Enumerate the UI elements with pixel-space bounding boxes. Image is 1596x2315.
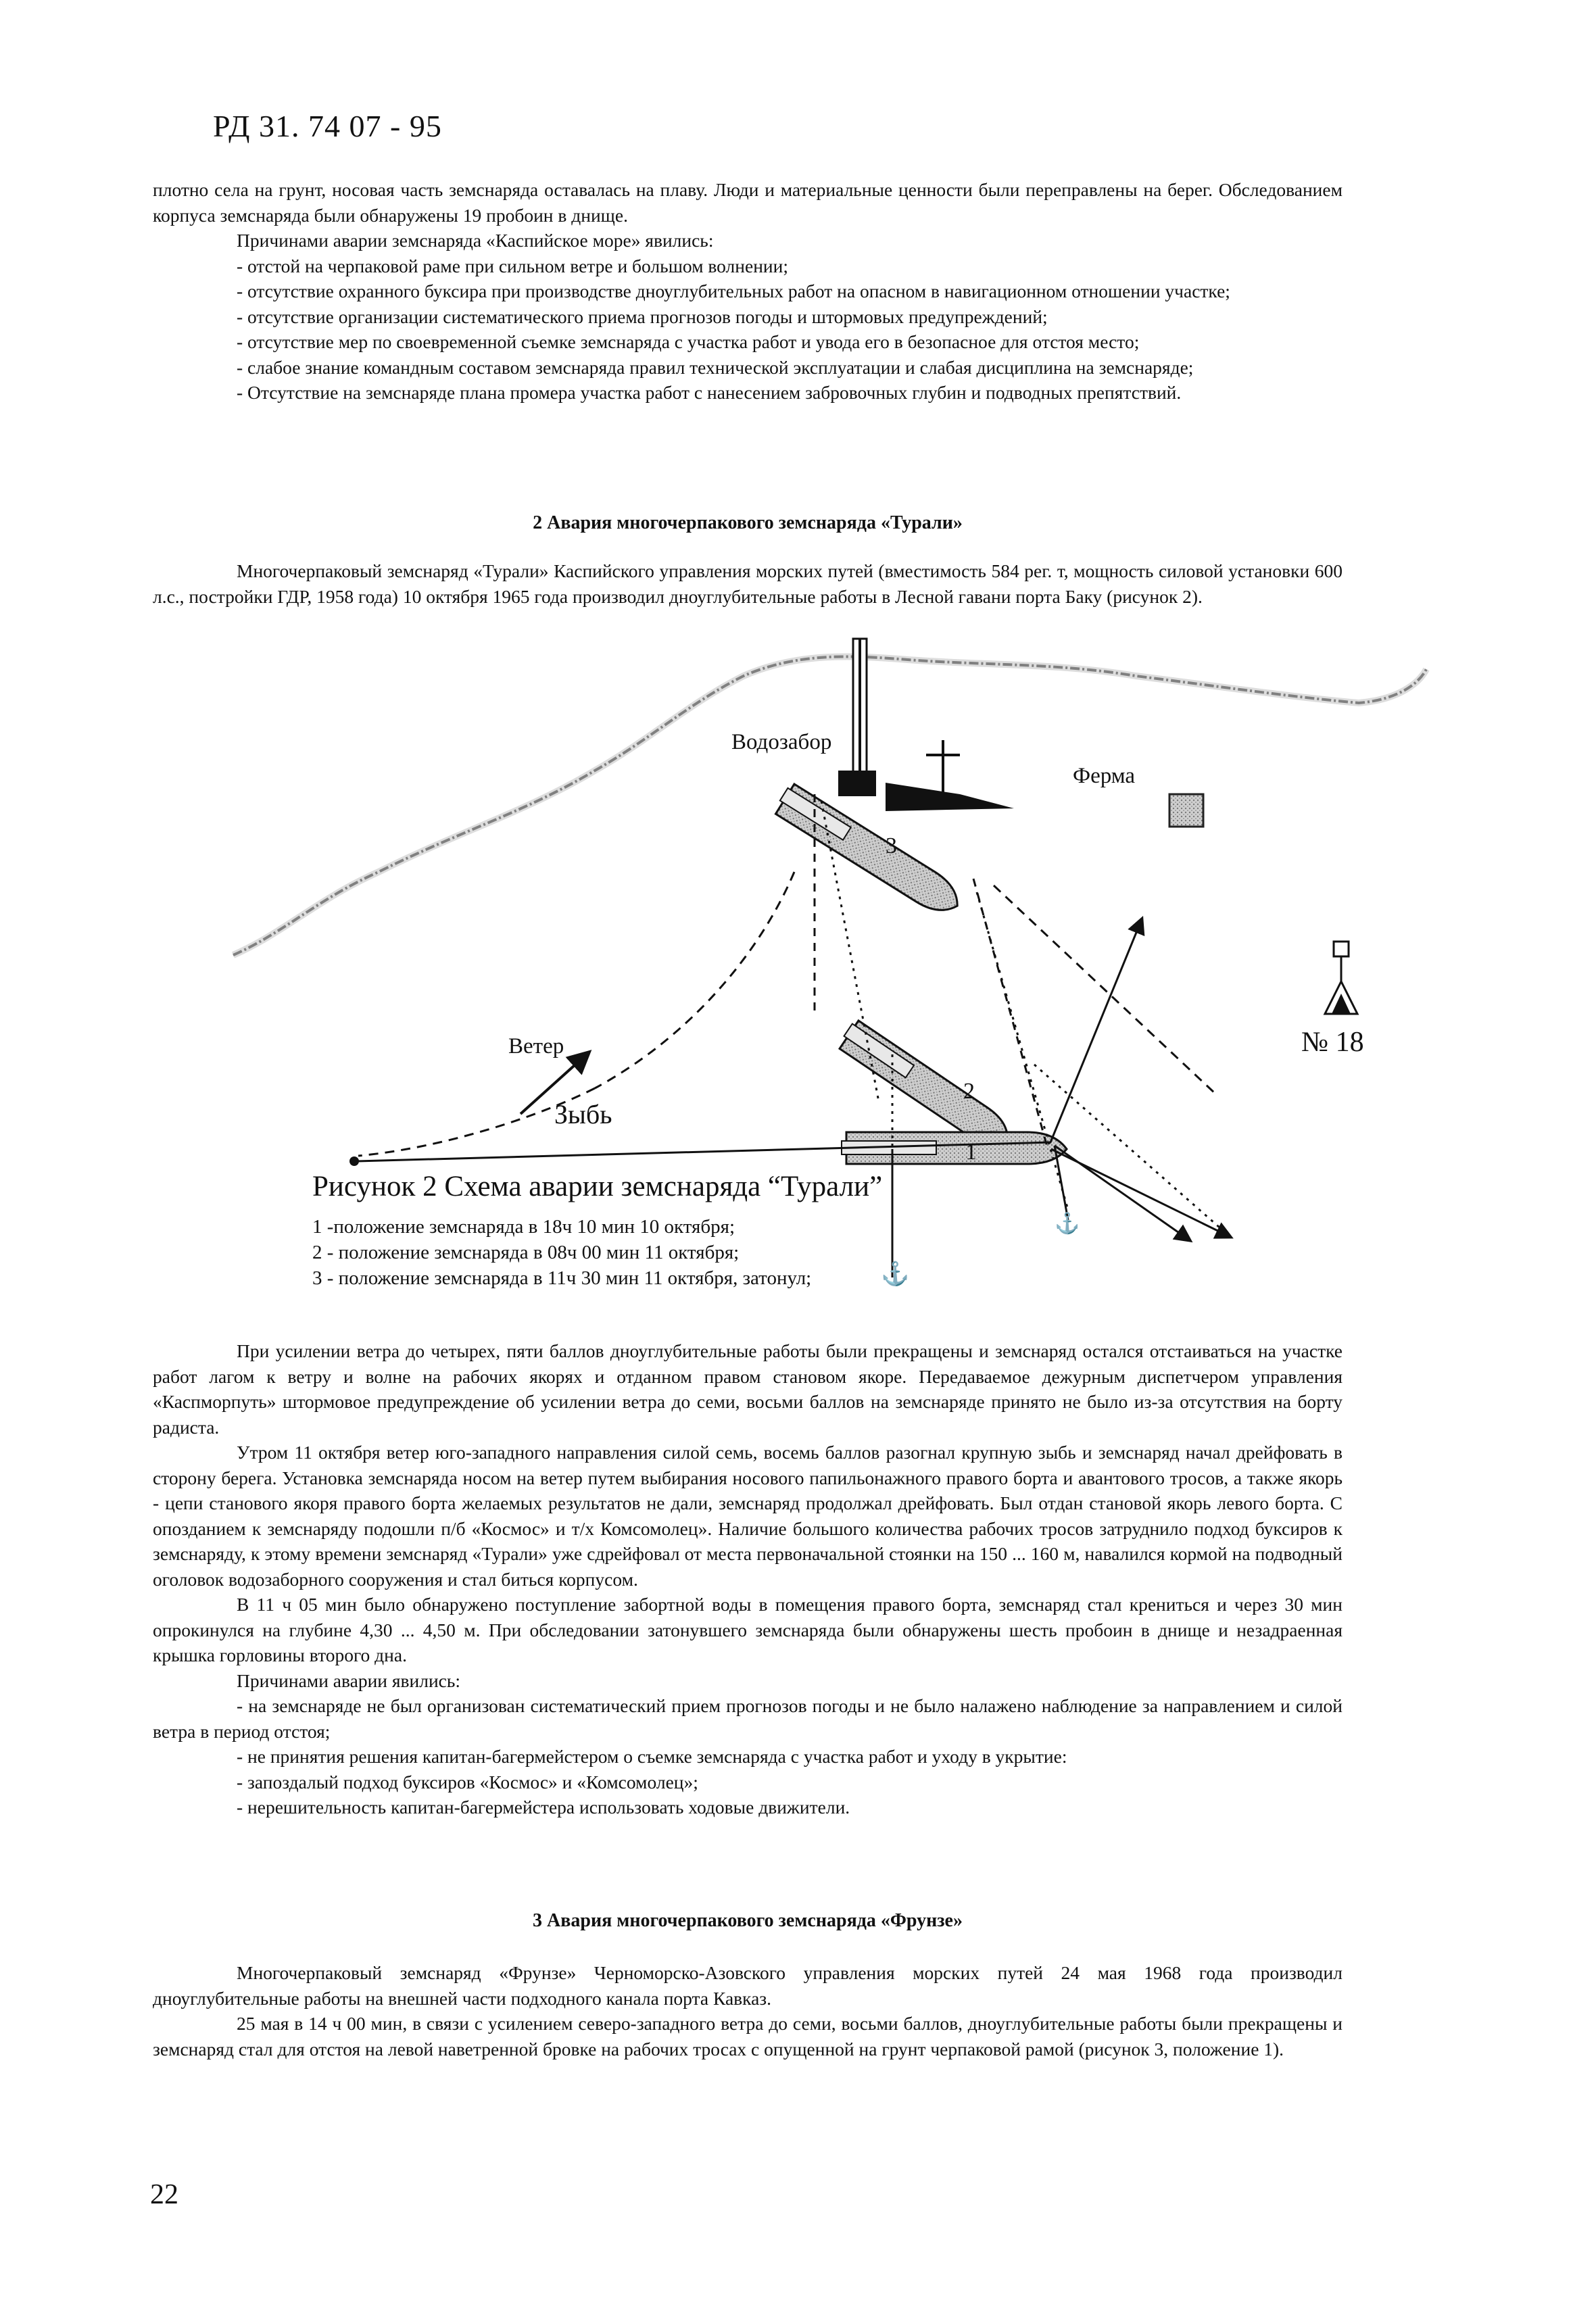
cause-item: - нерешительность капитан-багермейстера использовать ходовые движители. <box>237 1797 850 1818</box>
label-position-3: 3 <box>886 833 897 858</box>
label-position-2: 2 <box>963 1079 975 1104</box>
cause-item: - на земснаряде не был организован систематический прием прогнозов погоды и не было налажено наблюдение за направлением и силой ветра в период отстоя; <box>153 1695 1343 1742</box>
cause-item: - Отсутствие на земснаряде плана промера участка работ с нанесением забровочных глубин и подводных препятствий. <box>237 382 1182 403</box>
label-farm: Ферма <box>1073 764 1136 788</box>
figure-caption-line: 2 - положение земснаряда в 08ч 00 мин 11 октября; <box>312 1242 740 1263</box>
intro-paragraph: плотно села на грунт, носовая часть земснаряда оставалась на плаву. Люди и материальные ценности были переправлены на берег. Обследованием корпуса земснаряда были обнаружены 19 пробоин в днище. <box>153 179 1343 226</box>
label-wind: Ветер <box>508 1034 564 1058</box>
section-3-heading: 3 Авария многочерпакового земснаряда «Фрунзе» <box>533 1910 963 1931</box>
label-swell: Зыбь <box>554 1099 612 1129</box>
label-buoy-number: № 18 <box>1301 1027 1364 1058</box>
body-paragraph: В 11 ч 05 мин было обнаружено поступление забортной воды в помещения правого борта, земснаряд стал крениться и через 30 мин опрокинулся на глубине 4,30 ... 4,50 м. При обследовании затонувшего земснаряда были обнаружены шесть пробоин в днище и незадраенная крышка горловины второго дна. <box>153 1594 1343 1665</box>
figure-caption-title: Рисунок 2 Схема аварии земснаряда “Турали” <box>312 1171 883 1202</box>
flag-marker <box>886 740 1014 811</box>
body-paragraph: 25 мая в 14 ч 00 мин, в связи с усилением северо-западного ветра до семи, восьми баллов, дноуглубительные работы были прекращены и земснаряд стал для отстоя на левой наветренной бровке на рабочих тросах с опущенной на грунт черпаковой рамой (рисунок 3, положение 1). <box>153 2013 1343 2060</box>
body-paragraph: При усилении ветра до четырех, пяти баллов дноуглубительные работы были прекращены и земснаряд остался отстаиваться на участке работ лагом к ветру и волне на рабочих якорях и отданном правом становом якоре. Передаваемое дежурным диспетчером управления «Каспморпуть» штормовое предупреждение об усилении ветра до семи, восьми баллов на земснаряде принято не было из-за отсутствия на борту радиста. <box>153 1340 1343 1438</box>
page-number: 22 <box>150 2179 178 2210</box>
figure-caption-line: 1 -положение земснаряда в 18ч 10 мин 10 октября; <box>312 1216 735 1238</box>
buoy-icon <box>1325 942 1357 1014</box>
farm-icon <box>1169 794 1203 827</box>
causes-intro: Причинами аварии явились: <box>237 1670 461 1691</box>
label-position-1: 1 <box>965 1140 977 1165</box>
document-code: РД 31. 74 07 - 95 <box>213 109 442 143</box>
water-intake-structure <box>838 639 876 796</box>
cause-item: - отсутствие охранного буксира при производстве дноуглубительных работ на опасном в навигационном отношении участке; <box>237 281 1230 301</box>
cause-item: - отстой на черпаковой раме при сильном ветре и большом волнении; <box>237 255 788 276</box>
svg-text:⚓: ⚓ <box>1055 1213 1080 1235</box>
cause-item: - не принятия решения капитан-багермейстером о съемке земснаряда с участка работ и уходу в укрытие: <box>237 1746 1067 1767</box>
causes-intro: Причинами аварии земснаряда «Каспийское море» явились: <box>237 230 714 251</box>
label-water-intake: Водозабор <box>731 730 832 754</box>
section-2-body <box>153 1338 1343 1820</box>
section-2-intro-text: Многочерпаковый земснаряд «Турали» Каспийского управления морских путей (вместимость 584 рег. т, мощность силовой установки 600 л.с., постройки ГДР, 1958 года) 10 октября 1965 года производил дноуглубительные работы в Лесной гавани порта Баку (рисунок 2). <box>153 560 1343 607</box>
body-paragraph: Многочерпаковый земснаряд «Фрунзе» Черноморско-Азовского управления морских путей 24 мая 1968 года производил дноуглубительные работы на внешней части подходного канала порта Кавказ. <box>153 1962 1343 2009</box>
cause-item: - отсутствие организации систематического приема прогнозов погоды и штормовых предупреждений; <box>237 306 1048 327</box>
svg-text:⚓: ⚓ <box>881 1262 910 1287</box>
section-2-heading: 2 Авария многочерпакового земснаряда «Турали» <box>533 512 963 533</box>
figure-caption-line: 3 - положение земснаряда в 11ч 30 мин 11 октября, затонул; <box>312 1267 812 1289</box>
section-3-body <box>153 1960 1343 2062</box>
cause-item: - запоздалый подход буксиров «Космос» и «Комсомолец»; <box>237 1771 698 1793</box>
cause-item: - отсутствие мер по своевременной съемке земснаряда с участка работ и увода его в безопасное для отстоя место; <box>237 331 1140 352</box>
body-paragraph: Утром 11 октября ветер юго-западного направления силой семь, восемь баллов разогнал крупную зыбь и земснаряд начал дрейфовать в сторону берега. Установка земснаряда носом на ветер путем выбирания носового папильонажного правого борта и авантового тросов, а также якорь - цепи станового якоря правого борта желаемых результатов не дали, земснаряд продолжал дрейфовать. Был отдан становой якорь левого борта. С опозданием к земснаряду подошли п/б «Космос» и т/х Комсомолец». Наличие большого количества рабочих тросов затруднило подход буксиров к земснаряду, к этому времени земснаряд «Турали» уже сдрейфовал от места первоначальной стоянки на 150 ... 160 м, навалился кормой на подводный оголовок водозаборного сооружения и стал биться корпусом. <box>153 1442 1343 1590</box>
cause-item: - слабое знание командным составом земснаряда правил технической эксплуатации и слабая дисциплина на земснаряде; <box>237 356 1194 378</box>
